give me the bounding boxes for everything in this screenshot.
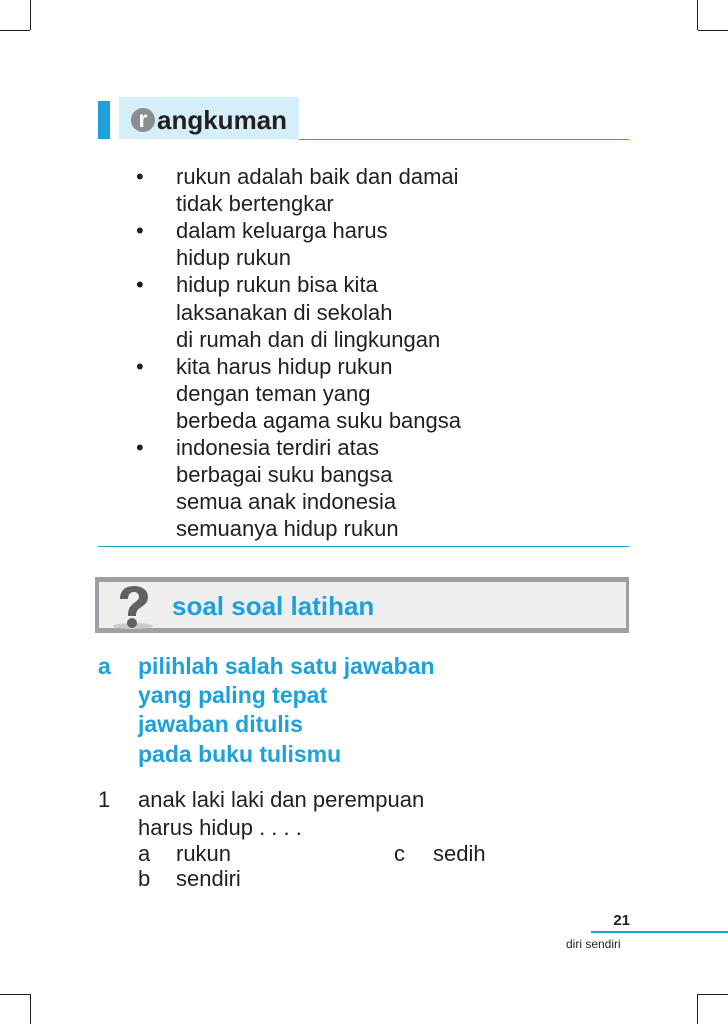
summary-line: berbagai suku bangsa: [176, 462, 393, 488]
option-letter: c: [394, 841, 405, 866]
bullet-icon: •: [136, 353, 144, 379]
exercise-title: soal soal latihan: [172, 591, 375, 621]
summary-line: laksanakan di sekolah: [176, 299, 393, 325]
option-letter: a: [138, 841, 151, 866]
option-text: sedih: [433, 841, 486, 866]
summary-line: kita harus hidup rukun: [176, 353, 393, 379]
bullet-icon: •: [136, 272, 144, 298]
summary-rule: [98, 546, 629, 547]
summary-line: tidak bertengkar: [176, 191, 334, 217]
chapter-label: diri sendiri: [566, 937, 621, 951]
instruction-line: pada buku tulismu: [138, 741, 342, 767]
question-icon: [107, 584, 159, 630]
footer-rule: [591, 931, 728, 933]
summary-line: hidup rukun bisa kita: [176, 272, 378, 298]
summary-line: dalam keluarga harus: [176, 218, 388, 244]
bullet-icon: •: [136, 218, 144, 244]
instruction-line: pilihlah salah satu jawaban: [138, 653, 435, 679]
option-text: sendiri: [176, 866, 241, 891]
summary-line: semuanya hidup rukun: [176, 516, 399, 542]
question-line: harus hidup . . . .: [138, 815, 302, 840]
section-title: angkuman: [157, 105, 288, 135]
option-letter: b: [138, 866, 151, 891]
instruction-line: yang paling tepat: [138, 682, 328, 708]
section-accent-bar: [98, 101, 110, 139]
section-letter: a: [98, 653, 111, 679]
summary-line: semua anak indonesia: [176, 489, 397, 515]
crop-mark: [698, 994, 728, 995]
question-number: 1: [98, 787, 111, 812]
bullet-icon: •: [136, 435, 144, 460]
crop-mark: [0, 30, 30, 31]
crop-mark: [697, 0, 698, 30]
page-number: 21: [613, 912, 630, 929]
crop-mark: [0, 994, 30, 995]
summary-line: dengan teman yang: [176, 380, 371, 406]
header-rule: [299, 139, 629, 140]
summary-line: indonesia terdiri atas: [176, 435, 380, 460]
summary-line: di rumah dan di lingkungan: [176, 326, 441, 352]
summary-line: berbeda agama suku bangsa: [176, 407, 461, 433]
summary-line: hidup rukun: [176, 245, 291, 271]
crop-mark: [30, 994, 31, 1024]
instruction-line: jawaban ditulis: [138, 711, 303, 737]
crop-mark: [698, 30, 728, 31]
question-line: anak laki laki dan perempuan: [138, 787, 425, 812]
crop-mark: [30, 0, 31, 30]
section-badge: r: [131, 108, 155, 132]
option-text: rukun: [176, 841, 232, 866]
bullet-icon: •: [136, 164, 144, 189]
summary-line: rukun adalah baik dan damai: [176, 164, 459, 189]
crop-mark: [697, 994, 698, 1024]
